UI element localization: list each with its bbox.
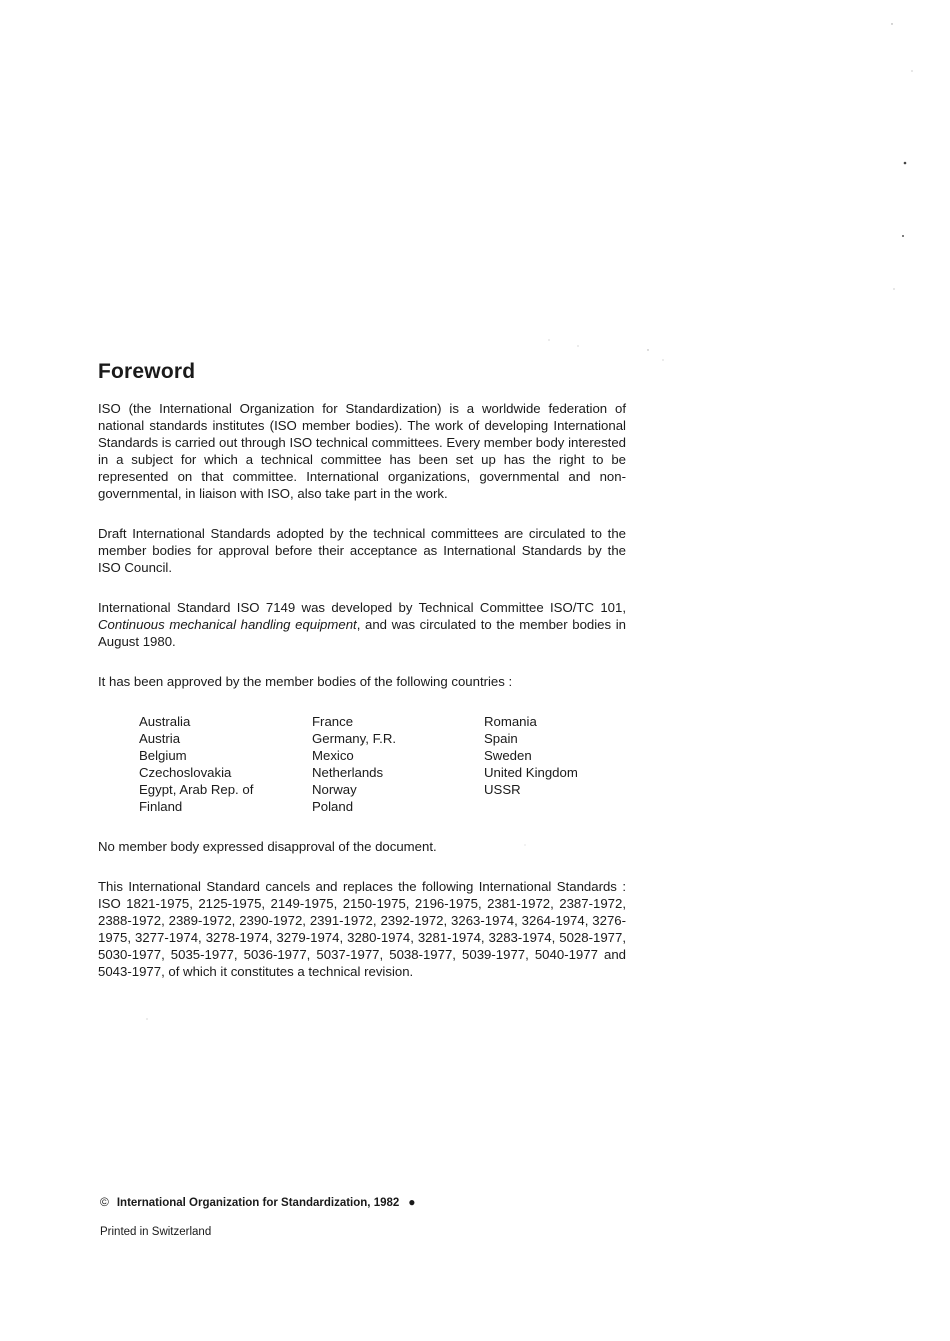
- countries-column-3: [484, 713, 578, 798]
- country-item: Sweden: [484, 748, 532, 763]
- foreword-body: [98, 400, 626, 1003]
- country-item: United Kingdom: [484, 765, 578, 780]
- country-item: Spain: [484, 731, 518, 746]
- countries-column-2: [312, 713, 396, 815]
- countries-list: [139, 713, 626, 815]
- country-item: Belgium: [139, 748, 187, 763]
- paragraph-approval: It has been approved by the member bodies of the following countries :: [98, 674, 513, 689]
- countries-column-1: [139, 713, 253, 815]
- country-item: Germany, F.R.: [312, 731, 397, 746]
- copyright-text: International Organization for Standardization, 1982: [116, 1197, 400, 1209]
- printed-location: Printed in Switzerland: [100, 1226, 212, 1238]
- country-item: Netherlands: [312, 765, 384, 780]
- paragraph-development: [98, 599, 626, 650]
- country-item: USSR: [484, 782, 521, 797]
- country-item: Norway: [312, 782, 357, 797]
- development-text-end: , and was circulated to the member bodies in August 1980.: [98, 617, 626, 649]
- development-text-start: International Standard ISO 7149 was developed by Technical Committee ISO/TC 101,: [98, 600, 626, 615]
- country-item: Egypt, Arab Rep. of: [139, 782, 254, 797]
- paragraph-iso-intro: ISO (the International Organization for Standardization) is a worldwide federation of national standards institutes (ISO member bodies). The work of developing International Standards is carried out through ISO technical committees. Every member body interested in a subject for which a technical committee has been set up has the right to be represented on that committee. International organizations, governmental and non-governmental, in liaison with ISO, also take part in the work.: [98, 401, 626, 501]
- copyright-line: [100, 1195, 416, 1209]
- country-item: Mexico: [312, 748, 354, 763]
- country-item: Poland: [312, 799, 354, 814]
- paragraph-replacement: This International Standard cancels and replaces the following International Standards : ISO 1821-1975, 2125-1975, 2149-1975, 2150-1975, 2196-1975, 2381-1972, 2387-1972, 2388-1972, 2389-1972, 2390-1972, 2391-1972, 2392-1972, 3263-1974, 3264-1974, 3276-1975, 3277-1974, 3278-1974, 3279-1974, 3280-1974, 3281-1974, 3283-1974, 5028-1977, 5030-1977, 5035-1977, 5036-1977, 5037-1977, 5038-1977, 5039-1977, 5040-1977 and 5043-1977, of which it constitutes a technical revision.: [98, 879, 626, 979]
- country-item: Romania: [484, 714, 537, 729]
- copyright-icon: ©: [100, 1195, 109, 1209]
- page-title: Foreword: [98, 360, 196, 383]
- committee-title: Continuous mechanical handling equipment: [98, 617, 357, 632]
- country-item: Czechoslovakia: [139, 765, 232, 780]
- country-item: Australia: [139, 714, 191, 729]
- country-item: Finland: [139, 799, 183, 814]
- paragraph-disapproval: No member body expressed disapproval of the document.: [98, 839, 437, 854]
- paragraph-draft-standards: Draft International Standards adopted by the technical committees are circulated to the member bodies for approval before their acceptance as International Standards by the ISO Council.: [98, 526, 626, 575]
- bullet-icon: ●: [408, 1195, 416, 1209]
- country-item: Austria: [139, 731, 181, 746]
- country-item: France: [312, 714, 354, 729]
